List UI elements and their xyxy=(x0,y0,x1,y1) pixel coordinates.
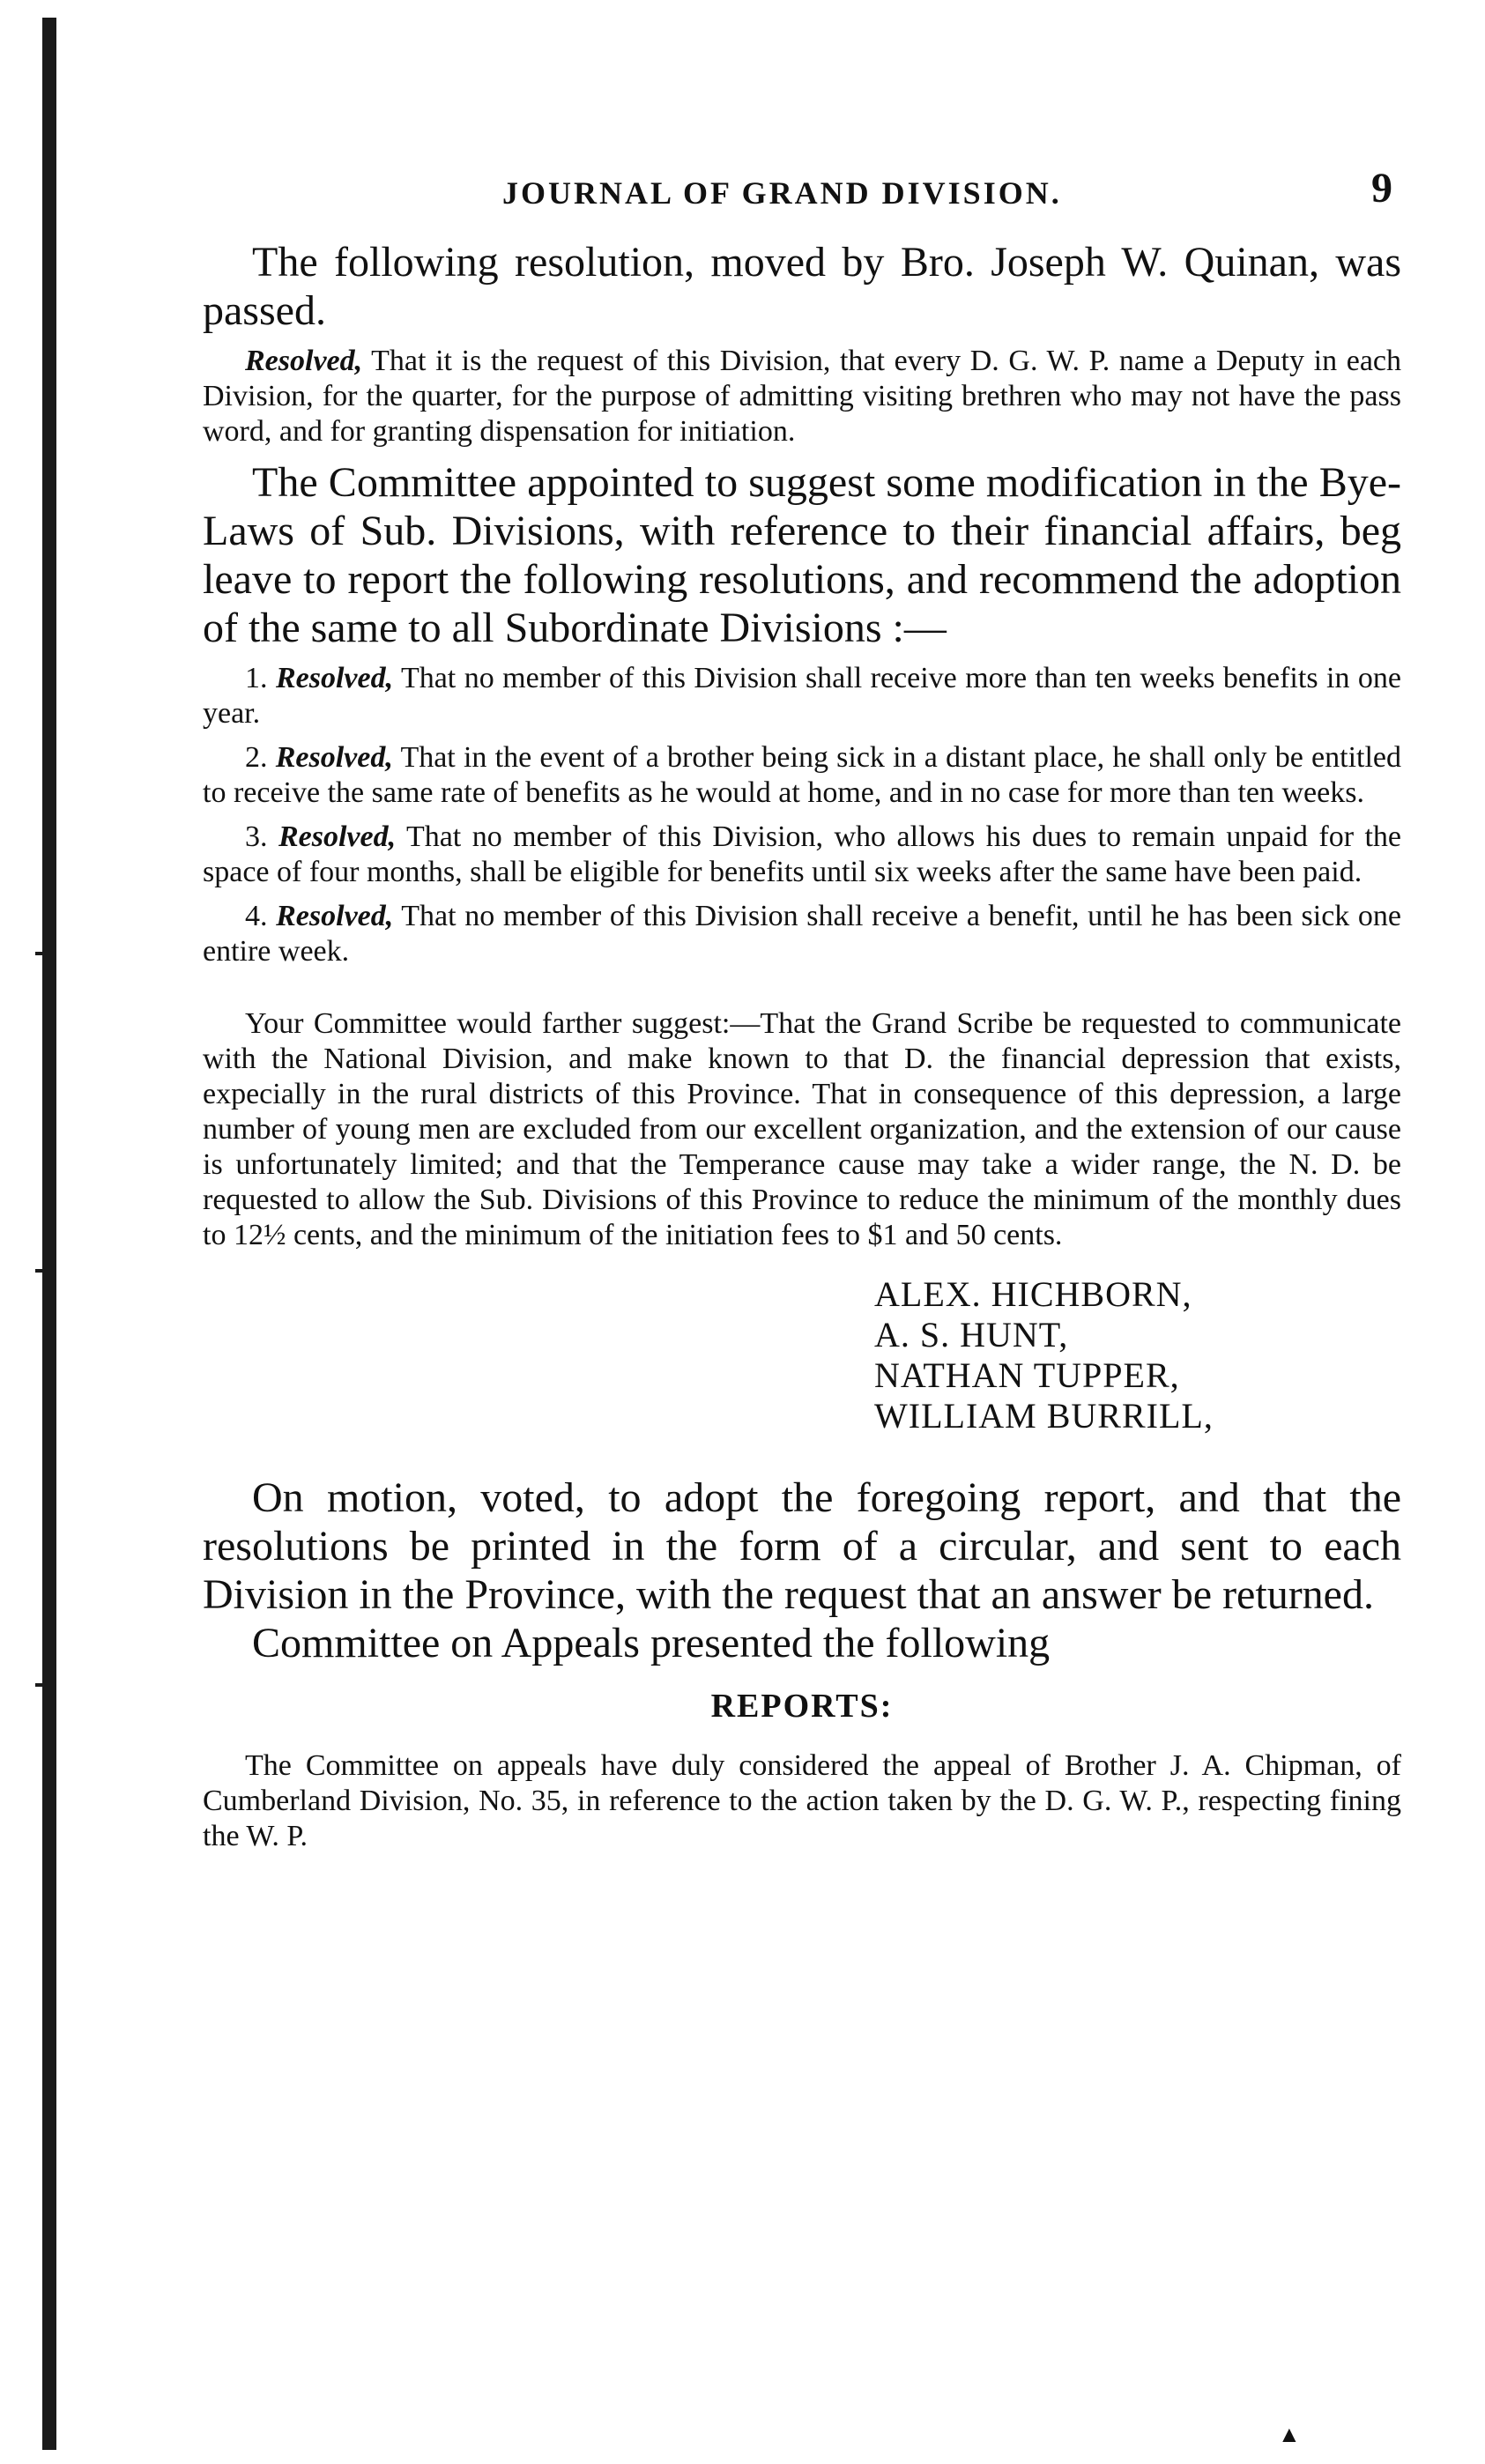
paragraph-committee-report: The Committee appointed to suggest some modification in the Bye-Laws of Sub. Divisions, with reference to their financial affairs, beg leave to report the following resolutions, and recommend the adoption of the same to all Subordinate Divisions :— xyxy=(203,459,1401,651)
signature-name: NATHAN TUPPER, xyxy=(874,1355,1180,1395)
signature-name: ALEX. HICHBORN, xyxy=(874,1274,1192,1314)
resolution-deputy xyxy=(203,344,1401,449)
resolved-label: Resolved, xyxy=(245,345,363,377)
paragraph-committee-suggestion: Your Committee would farther suggest:—That the Grand Scribe be requested to communicate with the National Division, and make known to that D. the financial depression that exists, expecially in the rural districts of this Province. That in consequence of this depression, a large number of young men are excluded from our excellent organization, and the extension of our cause is unfortunately limited; and that the Temperance cause may take a wider range, the N. D. be requested to allow the Sub. Divisions of this Province to reduce the minimum of the monthly dues to 12½ cents, and the minimum of the initiation fees to $1 and 50 cents. xyxy=(203,1007,1401,1251)
resolution-number: 1. xyxy=(245,662,276,694)
page-body xyxy=(203,159,1401,1854)
resolved-label: Resolved, xyxy=(275,741,393,774)
resolution-text: That no member of this Division shall receive more than ten weeks benefits in one year. xyxy=(203,662,1402,730)
paragraph-motion: On motion, voted, to adopt the foregoing report, and that the resolutions be printed in the form of a circular, and sent to each Division in the Province, with the request that an answer be returned. xyxy=(203,1474,1401,1618)
binding-edge xyxy=(42,18,56,2450)
binding-mark xyxy=(35,1683,44,1687)
signature-block xyxy=(874,1274,1401,1436)
paragraph-appeals-intro: Committee on Appeals presented the following xyxy=(252,1620,1051,1666)
resolved-label: Resolved, xyxy=(278,820,397,853)
signature-name: A. S. HUNT, xyxy=(874,1315,1069,1354)
resolution-3 xyxy=(203,820,1401,890)
resolution-number: 2. xyxy=(245,741,276,774)
resolution-number: 3. xyxy=(245,820,278,853)
resolution-number: 4. xyxy=(245,900,277,932)
page-number: 9 xyxy=(1371,165,1392,212)
resolved-label: Resolved, xyxy=(275,662,394,694)
signature-name: WILLIAM BURRILL, xyxy=(874,1396,1214,1436)
running-title: JOURNAL OF GRAND DIVISION. xyxy=(502,175,1062,211)
binding-mark xyxy=(35,952,44,955)
resolution-text: That no member of this Division, who allows his dues to remain unpaid for the space of four months, shall be eligible for benefits until six weeks after the same have been paid. xyxy=(203,820,1402,888)
resolution-text: That no member of this Division shall receive a benefit, until he has been sick one entire week. xyxy=(203,900,1401,968)
printer-mark: ▲ xyxy=(1278,2422,1301,2447)
paragraph-resolution-intro: The following resolution, moved by Bro. Joseph W. Quinan, was passed. xyxy=(203,239,1401,334)
section-heading-reports: REPORTS: xyxy=(710,1688,894,1725)
paragraph-appeal-report: The Committee on appeals have duly considered the appeal of Brother J. A. Chipman, of Cumberland Division, No. 35, in reference to the action taken by the D. G. W. P., respecting fining the W. P. xyxy=(203,1749,1401,1852)
resolution-2 xyxy=(203,740,1401,811)
binding-mark xyxy=(35,1269,44,1273)
resolution-text: That it is the request of this Division, that every D. G. W. P. name a Deputy in each Division, for the quarter, for the purpose of admitting visiting brethren who may not have the pass word, and for granting dispensation for initiation. xyxy=(203,345,1401,448)
resolved-label: Resolved, xyxy=(276,900,394,932)
resolution-text: That in the event of a brother being sick in a distant place, he shall only be entitled to receive the same rate of benefits as he would at home, and in no case for more than ten weeks. xyxy=(203,741,1402,809)
resolution-4 xyxy=(203,899,1401,969)
resolution-1 xyxy=(203,661,1401,731)
page-header xyxy=(203,159,1401,238)
